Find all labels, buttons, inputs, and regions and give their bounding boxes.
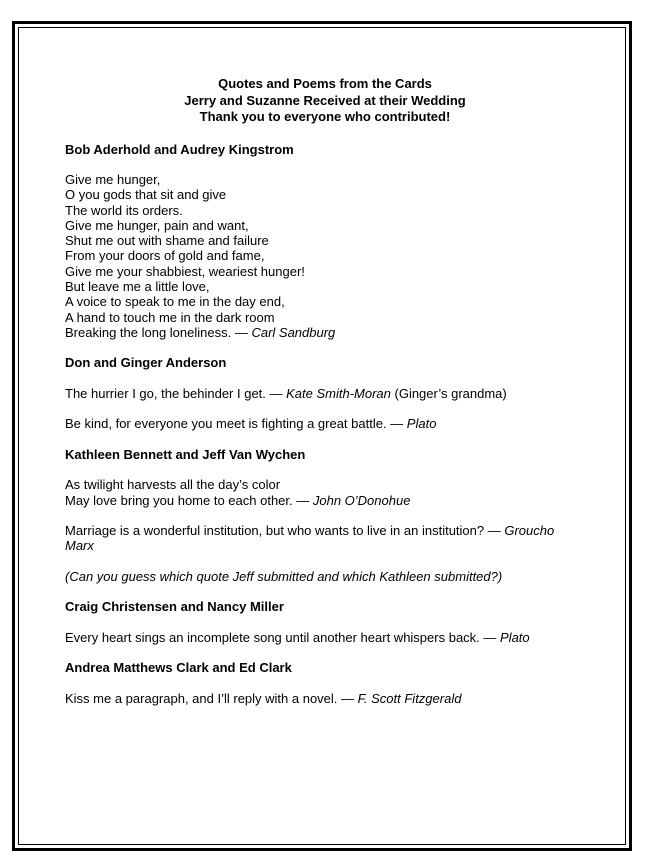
quote-line — [65, 493, 585, 508]
poem-line: From your doors of gold and fame, — [65, 248, 265, 264]
attribution-note: (Ginger’s grandma) — [390, 385, 507, 401]
title-line-3: Thank you to everyone who contributed! — [199, 109, 451, 124]
quote-text: Marriage is a wonderful institution, but who wants to live in an institution? — — [65, 523, 505, 539]
poem-line: O you gods that sit and give — [65, 187, 227, 203]
quote-text: The hurrier I go, the behinder I get. — — [65, 385, 287, 401]
poem-line: But leave me a little love, — [65, 279, 210, 295]
quote — [65, 386, 585, 401]
section-heading-bennett-van-wychen: Kathleen Bennett and Jeff Van Wychen — [65, 446, 306, 462]
quote-text: Be kind, for everyone you meet is fighting a great battle. — — [65, 416, 407, 432]
quote-text: Kiss me a paragraph, and I’ll reply with a novel. — — [65, 690, 358, 706]
attribution: Groucho Marx — [65, 523, 555, 554]
title-line-2: Jerry and Suzanne Received at their Wedding — [184, 92, 466, 108]
poem-line: A voice to speak to me in the day end, — [65, 294, 285, 310]
attribution: John O’Donohue — [312, 492, 411, 508]
attribution: Kate Smith-Moran — [286, 385, 391, 401]
quote — [65, 691, 585, 706]
section-heading-christensen-miller: Craig Christensen and Nancy Miller — [65, 599, 284, 615]
document-title — [65, 76, 585, 126]
poem-line: Give me hunger, — [65, 171, 161, 187]
poem-line: A hand to touch me in the dark room — [65, 309, 275, 325]
attribution: Plato — [406, 416, 437, 432]
quote-line: As twilight harvests all the day’s color — [65, 477, 281, 493]
quote — [65, 416, 585, 431]
document-body — [65, 76, 585, 706]
title-line-1: Quotes and Poems from the Cards — [218, 76, 432, 91]
attribution: F. Scott Fitzgerald — [357, 690, 462, 706]
quote — [65, 630, 585, 645]
poem-line: Give me your shabbiest, weariest hunger! — [65, 263, 305, 279]
poem-line-text: Breaking the long loneliness. — — [65, 324, 252, 340]
poem-last-line — [65, 325, 585, 340]
quote-text: May love bring you home to each other. — — [65, 492, 313, 508]
poem-line: Shut me out with shame and failure — [65, 233, 269, 249]
section-heading-anderson: Don and Ginger Anderson — [65, 355, 227, 371]
note: (Can you guess which quote Jeff submitted and which Kathleen submitted?) — [65, 568, 503, 584]
section-heading-aderhold-kingstrom: Bob Aderhold and Audrey Kingstrom — [65, 141, 294, 157]
poem-line: Give me hunger, pain and want, — [65, 217, 249, 233]
attribution: Plato — [500, 629, 530, 645]
quote — [65, 523, 575, 554]
section-heading-clark: Andrea Matthews Clark and Ed Clark — [65, 660, 292, 676]
sandburg-poem — [65, 172, 585, 340]
attribution: Carl Sandburg — [251, 324, 336, 340]
quote — [65, 477, 585, 508]
poem-line: The world its orders. — [65, 202, 183, 218]
quote-text: Every heart sings an incomplete song until another heart whispers back. — — [65, 629, 501, 645]
